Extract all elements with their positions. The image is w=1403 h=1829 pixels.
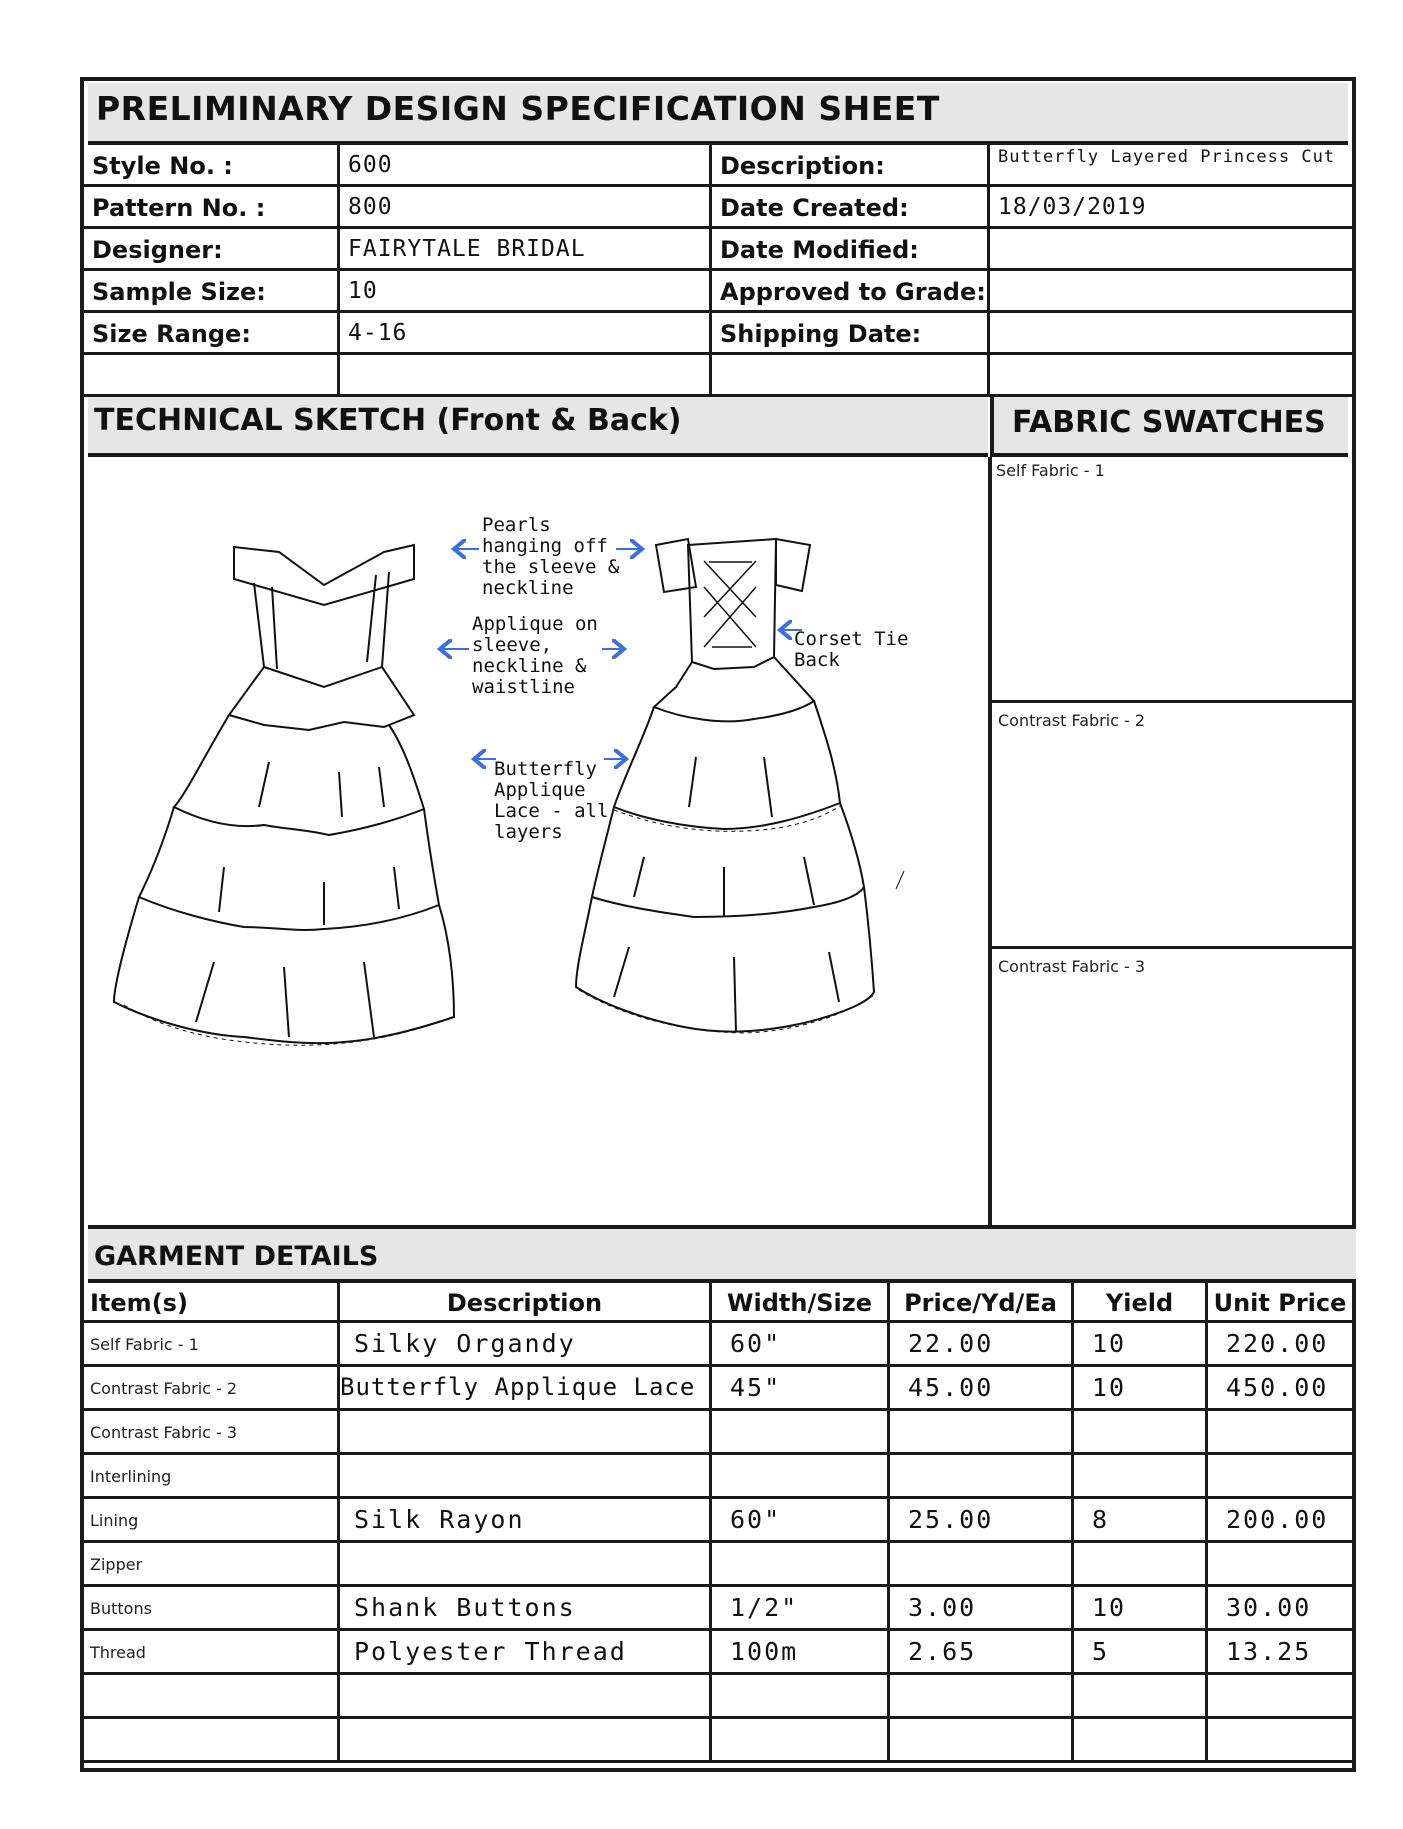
table-header-cell (340, 1283, 712, 1323)
table-cell (340, 1631, 712, 1675)
swatches-header (990, 397, 1348, 457)
cell-width: 60" (730, 1329, 782, 1358)
table-cell (712, 1367, 890, 1411)
table-cell (340, 1367, 712, 1411)
table-row (84, 1323, 340, 1367)
table-row (84, 1499, 340, 1543)
column-header: Unit Price (1213, 1289, 1347, 1317)
garment-table (84, 1283, 1352, 1768)
info-cell (990, 355, 1352, 397)
table-cell (890, 1323, 1074, 1367)
table-cell (340, 1719, 712, 1763)
table-cell (890, 1455, 1074, 1499)
table-row (84, 1367, 340, 1411)
info-label: Description: (720, 152, 885, 180)
info-label: Date Created: (720, 194, 909, 222)
info-cell (340, 229, 712, 271)
table-cell (1208, 1455, 1352, 1499)
cell-price: 22.00 (908, 1329, 994, 1358)
info-value: FAIRYTALE BRIDAL (348, 236, 586, 262)
table-cell (1208, 1323, 1352, 1367)
table-cell (1208, 1587, 1352, 1631)
info-cell (990, 187, 1352, 229)
cell-desc: Silky Organdy (354, 1329, 576, 1358)
table-header-cell (712, 1283, 890, 1323)
info-cell (340, 145, 712, 187)
info-cell (340, 313, 712, 355)
info-cell (990, 145, 1352, 187)
garment-header (88, 1225, 1356, 1283)
table-cell (712, 1543, 890, 1587)
info-cell (712, 271, 990, 313)
swatch-label: Contrast Fabric - 2 (998, 711, 1146, 730)
table-header-cell (890, 1283, 1074, 1323)
table-cell (340, 1675, 712, 1719)
info-value: 10 (348, 278, 378, 304)
note-butterfly: Butterfly Applique Lace - all layers (494, 758, 609, 843)
info-value: 18/03/2019 (998, 194, 1147, 220)
cell-yield: 10 (1092, 1329, 1127, 1358)
info-cell (712, 355, 990, 397)
cell-yield: 8 (1092, 1505, 1110, 1534)
info-label: Shipping Date: (720, 320, 922, 348)
table-cell (712, 1719, 890, 1763)
table-cell (340, 1411, 712, 1455)
cell-item: Interlining (90, 1467, 172, 1486)
info-value: 600 (348, 152, 393, 178)
column-header: Item(s) (90, 1289, 188, 1317)
table-cell (890, 1367, 1074, 1411)
table-cell (1208, 1543, 1352, 1587)
table-row (84, 1719, 340, 1763)
table-cell (712, 1675, 890, 1719)
cell-unit: 200.00 (1226, 1505, 1329, 1534)
cell-price: 3.00 (908, 1593, 977, 1622)
table-cell (340, 1543, 712, 1587)
info-label: Designer: (92, 236, 223, 264)
table-cell (1074, 1323, 1208, 1367)
info-cell (84, 187, 340, 229)
info-cell (990, 313, 1352, 355)
info-cell (84, 355, 340, 397)
page-title: PRELIMINARY DESIGN SPECIFICATION SHEET (96, 89, 940, 128)
cell-item: Thread (90, 1643, 146, 1662)
table-cell (890, 1719, 1074, 1763)
table-row (84, 1455, 340, 1499)
swatch-contrast-3 (992, 949, 1352, 1225)
swatches-column (988, 457, 1352, 1225)
info-cell (340, 355, 712, 397)
table-cell (340, 1323, 712, 1367)
table-row (84, 1411, 340, 1455)
cell-item: Zipper (90, 1555, 143, 1574)
table-row (84, 1587, 340, 1631)
swatch-label: Contrast Fabric - 3 (998, 957, 1146, 976)
swatches-title: FABRIC SWATCHES (1012, 405, 1326, 440)
table-cell (1074, 1367, 1208, 1411)
table-cell (890, 1411, 1074, 1455)
sketch-title: TECHNICAL SKETCH (Front & Back) (94, 403, 682, 438)
note-pearls: Pearls hanging off the sleeve & neckline (482, 514, 620, 599)
table-cell (890, 1587, 1074, 1631)
table-row (84, 1543, 340, 1587)
table-cell (712, 1631, 890, 1675)
back-dress-drawing (576, 539, 904, 1033)
cell-desc: Silk Rayon (354, 1505, 525, 1534)
cell-unit: 30.00 (1226, 1593, 1312, 1622)
sketch-header (88, 397, 988, 457)
table-cell (1074, 1499, 1208, 1543)
cell-item: Buttons (90, 1599, 152, 1618)
swatch-self-1 (992, 457, 1352, 703)
table-cell (1208, 1631, 1352, 1675)
table-header-cell (84, 1283, 340, 1323)
cell-desc: Butterfly Applique Lace (340, 1373, 696, 1401)
info-label: Approved to Grade: (720, 278, 986, 306)
table-cell (890, 1631, 1074, 1675)
table-cell (1074, 1587, 1208, 1631)
swatch-contrast-2 (992, 703, 1352, 949)
table-cell (712, 1411, 890, 1455)
cell-unit: 220.00 (1226, 1329, 1329, 1358)
front-dress-drawing (114, 545, 454, 1045)
cell-price: 45.00 (908, 1373, 994, 1402)
cell-unit: 13.25 (1226, 1637, 1312, 1666)
table-header-cell (1074, 1283, 1208, 1323)
note-applique: Applique on sleeve, neckline & waistline (472, 613, 598, 698)
cell-item: Contrast Fabric - 3 (90, 1423, 238, 1442)
swatch-label: Self Fabric - 1 (996, 461, 1105, 480)
info-cell (712, 187, 990, 229)
table-row (84, 1675, 340, 1719)
info-value: 4-16 (348, 320, 408, 346)
column-header: Width/Size (727, 1289, 872, 1317)
cell-width: 1/2" (730, 1593, 799, 1622)
cell-item: Lining (90, 1511, 139, 1530)
cell-unit: 450.00 (1226, 1373, 1329, 1402)
info-cell (340, 271, 712, 313)
cell-price: 25.00 (908, 1505, 994, 1534)
column-header: Yield (1105, 1289, 1174, 1317)
cell-width: 45" (730, 1373, 782, 1402)
info-cell (340, 187, 712, 229)
table-cell (1074, 1631, 1208, 1675)
cell-yield: 10 (1092, 1373, 1127, 1402)
column-header: Description (446, 1289, 603, 1317)
table-cell (1074, 1719, 1208, 1763)
title-bar (88, 83, 1348, 145)
cell-width: 60" (730, 1505, 782, 1534)
info-cell (84, 313, 340, 355)
cell-yield: 5 (1092, 1637, 1110, 1666)
table-cell (1208, 1367, 1352, 1411)
table-cell (1208, 1675, 1352, 1719)
info-value: 800 (348, 194, 393, 220)
info-cell (712, 313, 990, 355)
info-label: Date Modified: (720, 236, 919, 264)
cell-width: 100m (730, 1637, 799, 1666)
info-value: Butterfly Layered Princess Cut (998, 147, 1336, 167)
info-cell (84, 271, 340, 313)
cell-item: Self Fabric - 1 (90, 1335, 199, 1354)
info-cell (712, 229, 990, 271)
table-cell (1208, 1411, 1352, 1455)
info-cell (84, 145, 340, 187)
cell-price: 2.65 (908, 1637, 977, 1666)
table-cell (890, 1499, 1074, 1543)
table-cell (1208, 1499, 1352, 1543)
table-cell (340, 1455, 712, 1499)
spec-sheet (80, 77, 1356, 1772)
info-cell (990, 229, 1352, 271)
column-header: Price/Yd/Ea (904, 1289, 1057, 1317)
info-label: Pattern No. : (92, 194, 266, 222)
table-cell (890, 1543, 1074, 1587)
table-cell (1074, 1411, 1208, 1455)
table-cell (340, 1499, 712, 1543)
table-cell (1074, 1675, 1208, 1719)
info-label: Size Range: (92, 320, 251, 348)
info-cell (990, 271, 1352, 313)
info-grid (84, 145, 1352, 397)
table-cell (1208, 1719, 1352, 1763)
table-header-cell (1208, 1283, 1352, 1323)
info-label: Style No. : (92, 152, 233, 180)
info-label: Sample Size: (92, 278, 266, 306)
table-cell (712, 1455, 890, 1499)
table-cell (1074, 1455, 1208, 1499)
table-cell (712, 1499, 890, 1543)
cell-desc: Shank Buttons (354, 1593, 576, 1622)
table-row (84, 1631, 340, 1675)
info-cell (712, 145, 990, 187)
table-cell (712, 1587, 890, 1631)
table-cell (1074, 1543, 1208, 1587)
cell-desc: Polyester Thread (354, 1637, 627, 1666)
info-cell (84, 229, 340, 271)
sketch-area (84, 457, 988, 1225)
note-corset: Corset Tie Back (794, 628, 909, 671)
garment-title: GARMENT DETAILS (94, 1241, 379, 1272)
cell-item: Contrast Fabric - 2 (90, 1379, 238, 1398)
table-cell (890, 1675, 1074, 1719)
cell-yield: 10 (1092, 1593, 1127, 1622)
table-cell (712, 1323, 890, 1367)
table-cell (340, 1587, 712, 1631)
